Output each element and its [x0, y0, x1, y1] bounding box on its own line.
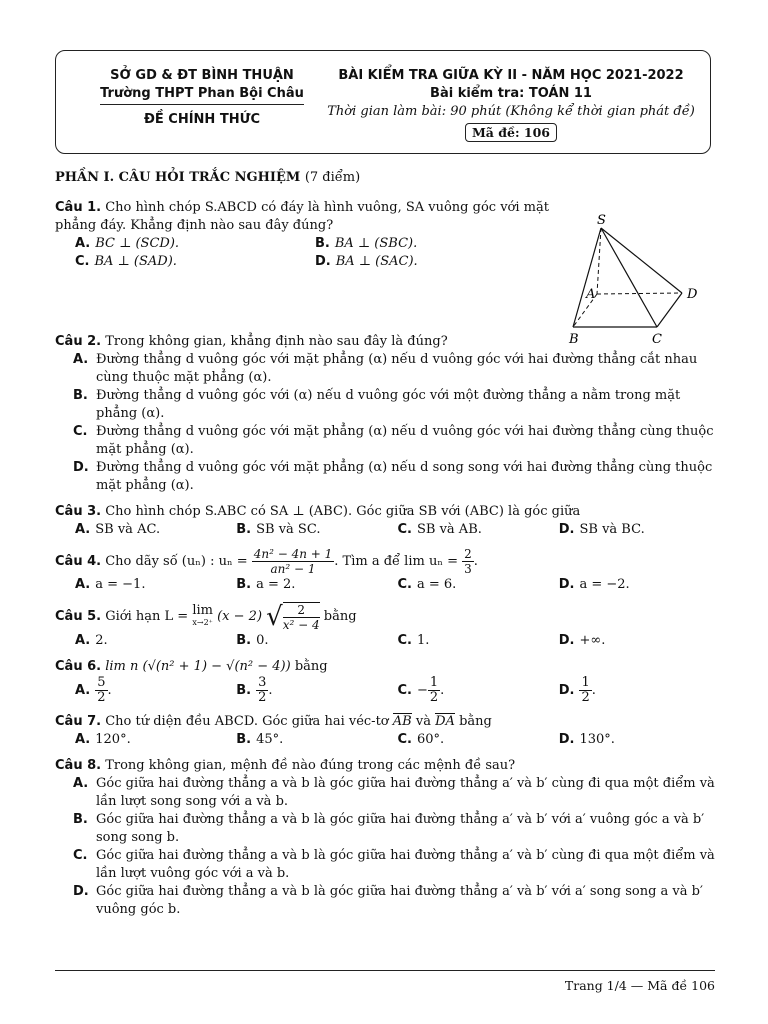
option-b[interactable]: B. Góc giữa hai đường thẳng a và b là góc giữa hai đường thẳng a′ và b′ với a′ vuông góc a và b′ song song b.: [73, 812, 705, 845]
option-a[interactable]: A. BC ⊥ (SCD).: [75, 236, 180, 251]
page-footer: Trang 1/4 — Mã đề 106: [55, 970, 715, 993]
option-d[interactable]: D. +∞.: [558, 633, 606, 648]
question-8: Câu 8. Trong không gian, mệnh đề nào đúng trong các mệnh đề sau? A. Góc giữa hai đường thẳng a và b là góc giữa hai đường thẳng a′ và b′ cùng đi qua một điểm và lần lượt song song với a và b. B. Góc giữa hai đường thẳng a và b là góc giữa hai đường thẳng a′ và b′ với a′ vuông góc a và b′ song song b. C. Góc giữa hai đường thẳng a và b là góc giữa hai đường thẳng a′ và b′ cùng đi qua một điểm và lần lượt vuông góc với a và b. D. Góc giữa hai đường thẳng a và b là góc giữa hai đường thẳng a′ và b′ với a′ song song a và b′ vuông góc b.: [55, 757, 720, 919]
option-c[interactable]: C. Góc giữa hai đường thẳng a và b là góc giữa hai đường thẳng a′ và b′ cùng đi qua một điểm và lần lượt vuông góc với a và b.: [73, 848, 715, 881]
option-a[interactable]: A. 5 2 .: [75, 675, 112, 705]
department-name: SỞ GD & ĐT BÌNH THUẬN: [110, 68, 294, 83]
question-6: Câu 6. lim n (√(n² + 1) − √(n² − 4)) bằng A. 5 2 . B. 3 2 . C. − $\frac{1}{2}$ . D. 1 2 .: [55, 658, 720, 705]
question-3: Câu 3. Cho hình chóp S.ABC có SA ⊥ (ABC). Góc giữa SB với (ABC) là góc giữa A. SB và AC. B. SB và SC. C. SB và AB. D. SB và BC.: [55, 503, 720, 539]
label-D: D: [687, 287, 698, 302]
exam-content: [55, 170, 720, 927]
option-c[interactable]: C. 60°.: [397, 732, 445, 747]
option-d[interactable]: D. Đường thẳng d vuông góc với mặt phẳng (α) nếu d song song với hai đường thẳng cùng thuộc mặt phẳng (α).: [73, 460, 713, 493]
section-title: PHẦN I. CÂU HỎI TRẮC NGHIỆM (7 điểm): [55, 170, 361, 185]
exam-title: BÀI KIỂM TRA GIỮA KỲ II - NĂM HỌC 2021-2022: [338, 68, 684, 83]
option-d[interactable]: D. 130°.: [558, 732, 615, 747]
option-b[interactable]: B. SB và SC.: [236, 522, 321, 537]
header-left: [56, 67, 348, 129]
question-1: Câu 1. Cho hình chóp S.ABCD có đáy là hình vuông, SA vuông góc với mặt phẳng đáy. Khẳng định nào sau đây đúng? A. BC ⊥ (SCD). B. BA ⊥ (SBC). C. BA ⊥ (SAD). D. BA ⊥ (SAC).: [55, 199, 555, 271]
option-a[interactable]: A. Góc giữa hai đường thẳng a và b là góc giữa hai đường thẳng a′ và b′ cùng đi qua một điểm và lần lượt song song với a và b.: [73, 776, 715, 809]
option-d[interactable]: D. BA ⊥ (SAC).: [315, 254, 418, 269]
option-c[interactable]: C. Đường thẳng d vuông góc với mặt phẳng (α) nếu d vuông góc với hai đường thẳng cùng thuộc mặt phẳng (α).: [73, 424, 714, 457]
exam-header: [55, 50, 711, 154]
option-c[interactable]: C. 1.: [397, 633, 430, 648]
option-a[interactable]: A. Đường thẳng d vuông góc với mặt phẳng (α) nếu d vuông góc với hai đường thẳng cắt nhau cùng thuộc mặt phẳng (α).: [73, 352, 698, 385]
radical-fraction: 2 x² − 4: [282, 603, 320, 632]
option-b[interactable]: B. 0.: [236, 633, 269, 648]
vector-ab: AB: [392, 714, 412, 729]
option-b[interactable]: B. a = 2.: [236, 577, 296, 592]
option-d[interactable]: D. 1 2 .: [558, 675, 596, 705]
question-4: Câu 4. Cho dãy số (uₙ) : uₙ = $\frac{\text{4n² − 4n + 1}}{\text{an² − 1}}$ . Tìm a để lim uₙ = $\frac{2}{3}$ . A. a = −1. B. a = 2. C. a = 6. D. a = −2.: [55, 547, 720, 594]
option-d[interactable]: D. a = −2.: [558, 577, 630, 592]
label-S: S: [597, 213, 606, 228]
question-7: Câu 7. Cho tứ diện đều ABCD. Góc giữa hai véc-tơ AB và DA bằng A. 120°. B. 45°. C. 60°. D. 130°.: [55, 713, 720, 749]
exam-code: Mã đề: 106: [465, 123, 557, 142]
option-d[interactable]: D. SB và BC.: [558, 522, 645, 537]
option-c[interactable]: C. a = 6.: [397, 577, 457, 592]
label-C: C: [652, 332, 662, 347]
options: [55, 235, 555, 271]
exam-time: Thời gian làm bài: 90 phút (Không kể thời gian phát đề): [327, 104, 695, 119]
option-b[interactable]: B. Đường thẳng d vuông góc với (α) nếu d vuông góc với một đường thẳng a nằm trong mặt phẳng (α).: [73, 388, 681, 421]
label-B: B: [569, 332, 579, 347]
fraction: $\frac{\text{4n² − 4n + 1}}{\text{an² − 1}}$: [253, 547, 333, 576]
option-c[interactable]: C. SB và AB.: [397, 522, 482, 537]
option-b[interactable]: B. 3 2 .: [236, 675, 273, 705]
question-5: Câu 5. Giới hạn L = lim x→2⁺ (x − 2) √ 2 x² − 4 bằng A. 2. B. 0. C. 1. D. +∞.: [55, 602, 720, 650]
label-A: A: [586, 287, 596, 302]
option-a[interactable]: A. a = −1.: [75, 577, 146, 592]
question-text: Cho hình chóp S.ABCD có đáy là hình vuông, SA vuông góc với mặt phẳng đáy. Khẳng định nào sau đây đúng?: [55, 200, 549, 233]
official-label: ĐỀ CHÍNH THỨC: [144, 112, 260, 127]
school-name: Trường THPT Phan Bội Châu: [100, 85, 304, 105]
header-right: [312, 67, 710, 142]
option-a[interactable]: A. SB và AC.: [75, 522, 161, 537]
option-c[interactable]: C. − $\frac{1}{2}$ .: [397, 675, 445, 705]
option-c[interactable]: C. BA ⊥ (SAD).: [75, 254, 177, 269]
option-d[interactable]: D. Góc giữa hai đường thẳng a và b là góc giữa hai đường thẳng a′ và b′ với a′ song song a và b′ vuông góc b.: [73, 884, 703, 917]
limit: lim x→2⁺: [192, 603, 213, 627]
option-b[interactable]: B. 45°.: [236, 732, 284, 747]
fraction: $\frac{2}{3}$: [464, 547, 472, 576]
option-a[interactable]: A. 120°.: [75, 732, 131, 747]
exam-subject: Bài kiểm tra: TOÁN 11: [430, 86, 592, 101]
question-2: Câu 2. Trong không gian, khẳng định nào sau đây là đúng? A. Đường thẳng d vuông góc với mặt phẳng (α) nếu d vuông góc với hai đường thẳng cắt nhau cùng thuộc mặt phẳng (α). B. Đường thẳng d vuông góc với (α) nếu d vuông góc với một đường thẳng a nằm trong mặt phẳng (α). C. Đường thẳng d vuông góc với mặt phẳng (α) nếu d vuông góc với hai đường thẳng cùng thuộc mặt phẳng (α). D. Đường thẳng d vuông góc với mặt phẳng (α) nếu d song song với hai đường thẳng cùng thuộc mặt phẳng (α).: [55, 333, 720, 495]
option-b[interactable]: B. BA ⊥ (SBC).: [315, 236, 418, 251]
vector-da: DA: [435, 714, 455, 729]
option-a[interactable]: A. 2.: [75, 633, 108, 648]
